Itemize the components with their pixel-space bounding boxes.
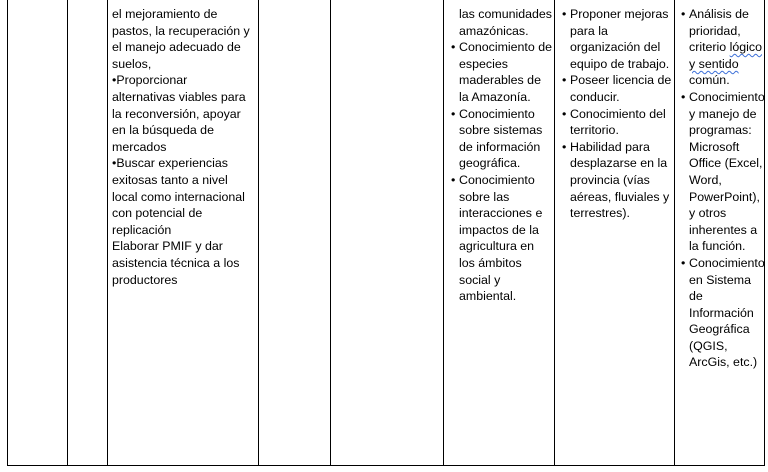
list-item: • Conocimiento de especies maderables de la Amazonía. bbox=[451, 39, 553, 105]
cell-line: replicación bbox=[112, 222, 172, 237]
list-item: • Proponer mejoras para la organización del equipo de trabajo. bbox=[562, 6, 674, 72]
table-border bbox=[258, 0, 259, 466]
objectives-cell bbox=[112, 6, 256, 288]
list-item: • Conocimiento sobre sistemas de información geográfica. bbox=[451, 106, 553, 172]
table-bottom-border bbox=[7, 465, 764, 466]
knowledge-cell bbox=[451, 6, 553, 305]
list-item: • Conocimiento sobre las interacciones e impactos de la agricultura en los ámbitos social y ambiental. bbox=[451, 172, 553, 305]
cell-line: con potencial de bbox=[112, 206, 203, 221]
list-item: • Conocimiento en Sistema de Información Geográfica (QGIS, ArcGis, etc.) bbox=[681, 255, 763, 371]
cell-line: el mejoramiento de bbox=[112, 7, 218, 21]
table-border bbox=[443, 0, 444, 466]
cell-line: en la búsqueda de bbox=[112, 123, 214, 138]
cell-line: exitosas tanto a nivel bbox=[112, 172, 228, 187]
table-border bbox=[7, 0, 8, 466]
table-border bbox=[107, 0, 108, 466]
list-item: las comunidades amazónicas. bbox=[459, 7, 552, 38]
cell-line: la reconversión, apoyar bbox=[112, 106, 241, 121]
cell-line: el manejo adecuado de bbox=[112, 40, 241, 55]
cell-line: mercados bbox=[112, 139, 167, 154]
list-item: • Conocimiento y manejo de programas: Microsoft Office (Excel, Word, PowerPoint), y otros inherentes a la función. bbox=[681, 89, 763, 255]
cell-line: productores bbox=[112, 272, 178, 287]
cell-line: Elaborar PMIF y dar bbox=[112, 239, 223, 254]
spellcheck-flagged-text: lógico y sentido bbox=[689, 40, 763, 71]
table-border bbox=[67, 0, 68, 466]
list-item bbox=[681, 6, 763, 89]
item-text: común. bbox=[689, 73, 730, 88]
cell-line: alternativas viables para bbox=[112, 89, 246, 104]
cell-line: suelos, bbox=[112, 56, 152, 71]
cell-line: asistencia técnica a los bbox=[112, 255, 240, 270]
table-border bbox=[330, 0, 331, 466]
list-item: • Poseer licencia de conducir. bbox=[562, 72, 674, 105]
table-border bbox=[674, 0, 675, 466]
cell-line: pastos, la recuperación y bbox=[112, 23, 250, 38]
skills-cell bbox=[562, 6, 674, 222]
cell-line: local como internacional bbox=[112, 189, 245, 204]
list-item: • Conocimiento del territorio. bbox=[562, 106, 674, 139]
table-border bbox=[554, 0, 555, 466]
cell-line: •Proporcionar bbox=[112, 73, 188, 88]
competencies-cell bbox=[681, 6, 763, 371]
table-border bbox=[764, 0, 765, 466]
item-text: Análisis de prioridad, criterio bbox=[689, 7, 749, 55]
cell-line: •Buscar experiencias bbox=[112, 156, 228, 171]
list-item: • Habilidad para desplazarse en la provincia (vías aéreas, fluviales y terrestres). bbox=[562, 139, 674, 222]
